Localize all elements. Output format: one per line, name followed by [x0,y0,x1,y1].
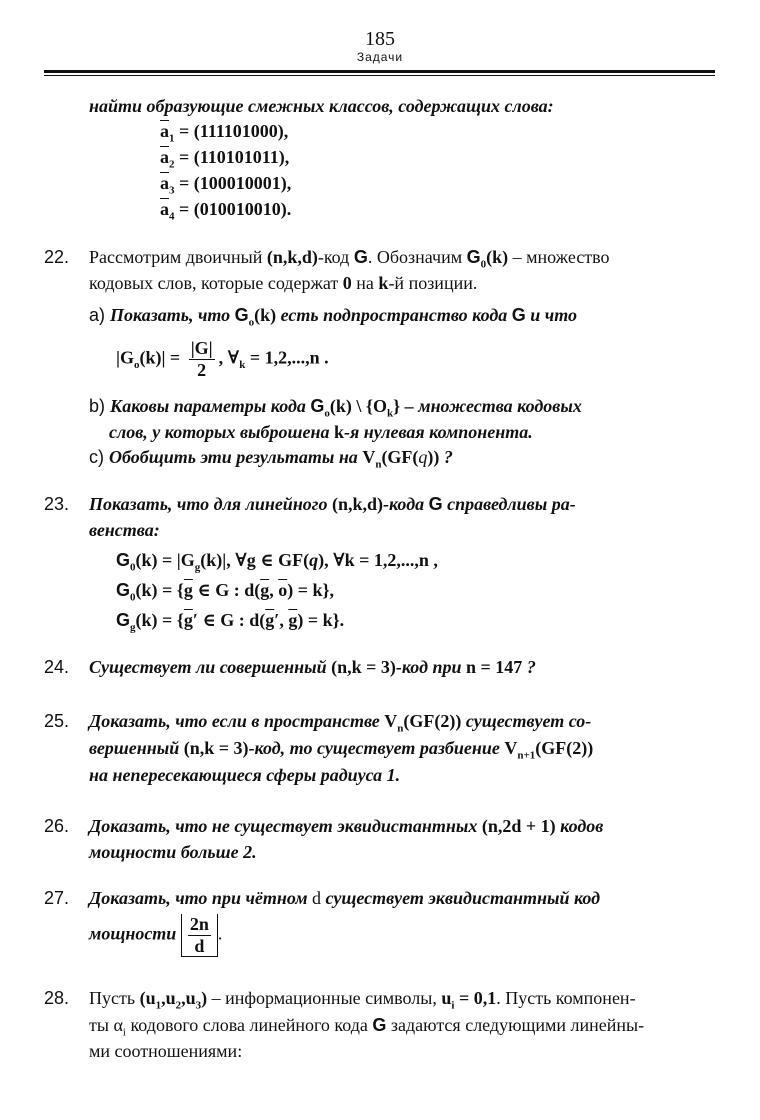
problem-23-line2: венства: [89,520,160,540]
page-number: 185 [365,28,395,50]
problem-22-line1: Рассмотрим двоичный (n,k,d)-код G. Обозначим $G_0(k)$ – множество [89,247,610,271]
problem-23-number: 23. [44,494,70,514]
running-header: Задачи [356,50,404,64]
problem-22-part-b-line2: слов, у которых выброшена k-я нулевая компонента. [109,422,533,442]
problem-25-number: 25. [44,711,70,731]
problem-27-line2: мощности $\frac{2n}{d}$ . [89,914,223,956]
word-a1: $\overline{a}_1 = (111101000)$, [160,121,289,145]
word-a4: $\overline{a}_4 = (010010010)$. [160,199,292,223]
problem-26-line2: мощности больше 2. [89,842,257,862]
problem-28-line1: Пусть $(u_1,u_2,u_3)$ – информационные символы, $u_i = 0,1$. Пусть компонен- [89,988,636,1012]
problem-26-number: 26. [44,816,70,836]
problem-22-line2: кодовых слов, которые содержат 0 на k-й позиции. [89,273,478,293]
problem-25-line2: вершенный (n,k = 3)-код, то существует разбиение $V_{n+1}(GF(2))$ [89,738,594,762]
problem-27-number: 27. [44,888,70,908]
problem-24-text: Существует ли совершенный (n,k = 3)-код при n = 147 ? [89,657,536,677]
problem-25-line1: Доказать, что если в пространстве $V_n(GF(2))$ существует со- [89,711,592,735]
problem-26-line1: Доказать, что не существует эквидистантных (n,2d + 1) кодов [89,816,604,836]
word-a2: $\overline{a}_2 = (110101011)$, [160,147,290,171]
problem-23-eq1: $G_0(k) = |G_g(k)|$, ∀g ∈ GF(q), ∀k = 1,2,...,n , [116,550,438,574]
problem-22-part-c: c) Обобщить эти результаты на $V_n(GF(q))$ ? [89,447,453,471]
problem-22-part-b-line1: b) Каковы параметры кода $G_o(k)$ \ $\{O_k\}$ – множества кодовых [89,396,582,420]
word-a3: $\overline{a}_3 = (100010001)$, [160,173,292,197]
problem-27-line1: Доказать, что при чётном d существует эквидистантный код [89,888,601,908]
problem-28-number: 28. [44,988,70,1008]
problem-22-formula: $|G_o(k)|$ = $\frac{|G|}{2}$ , $\forall_k = 1,2,...,n$ . [116,338,329,380]
problem-24-number: 24. [44,657,70,677]
header-rule-thin [44,75,715,76]
problem-28-line2: ты $\alpha_i$ кодового слова линейного кода G задаются следующими линейны- [89,1015,645,1039]
problem-22-part-a: a) Показать, что $G_o(k)$ есть подпространство кода G и что [89,305,578,329]
problem-23-eq3: $G_g(k) = \{\overline{g}'$ ∈ G : $d(\overline{g}'$, $\overline{g}) = k$}. [116,610,345,634]
problem-23-line1: Показать, что для линейного (n,k,d)-кода G справедливы ра- [89,494,576,514]
problem-28-line3: ми соотношениями: [89,1041,243,1061]
problem-25-line3: на непересекающиеся сферы радиуса 1. [89,765,401,785]
header-rule-thick [44,70,715,73]
problem-22-number: 22. [44,247,70,267]
intro-text: найти образующие смежных классов, содержащих слова: [89,96,554,116]
problem-23-eq2: $G_0(k) = \{\overline{g}$ ∈ G : $d(\overline{g}$, $\overline{o}) = k$}, [116,580,335,604]
